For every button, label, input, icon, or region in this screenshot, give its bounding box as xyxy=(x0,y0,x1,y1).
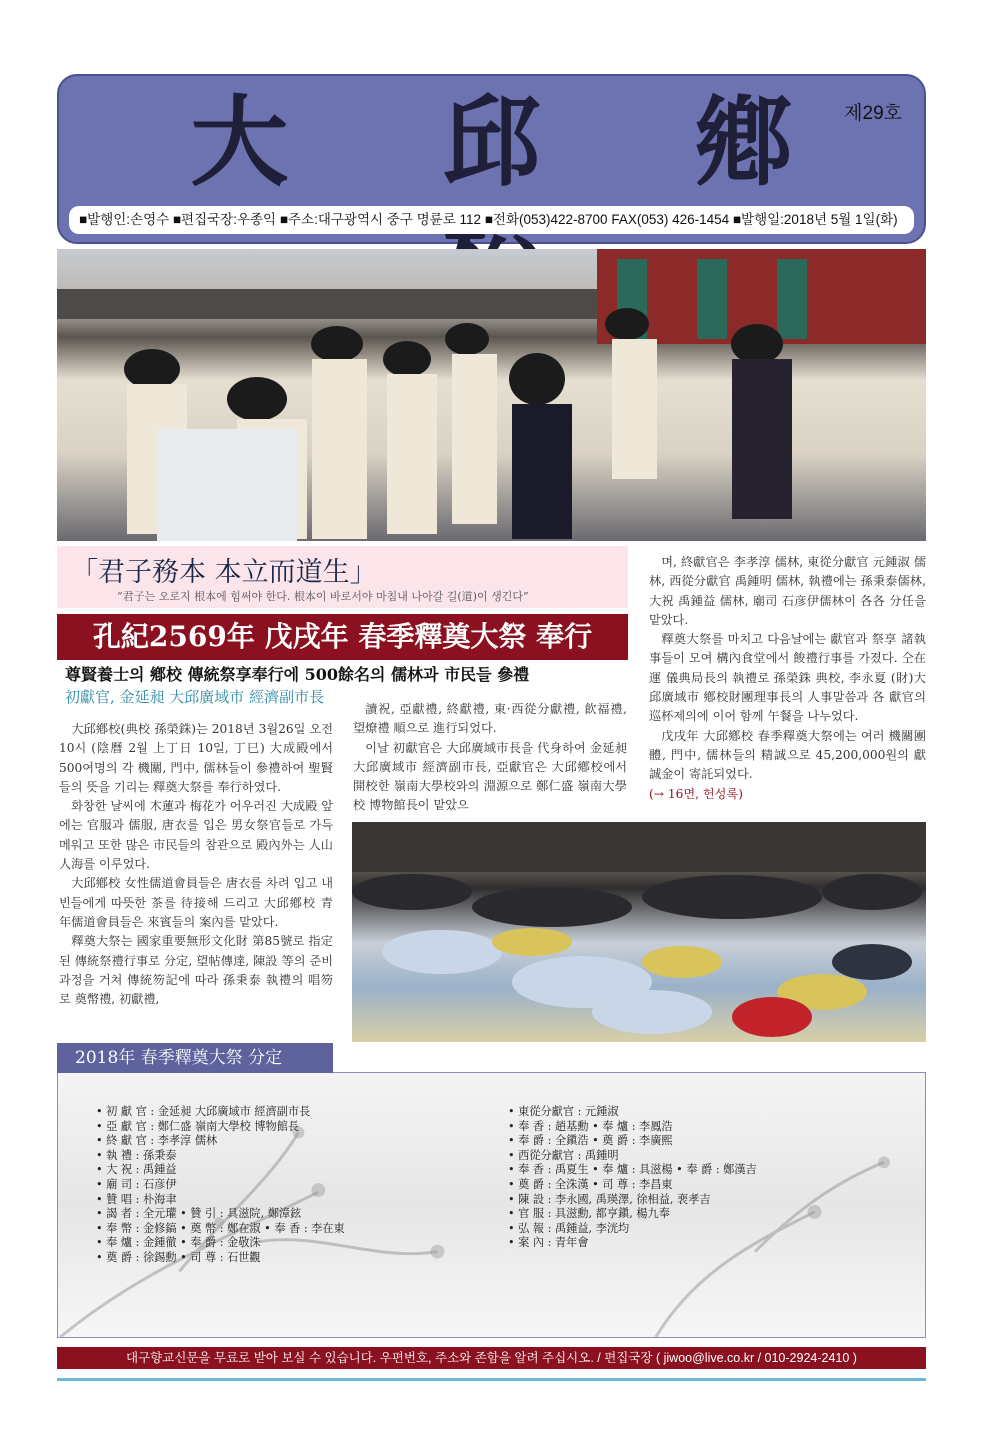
schedule-left-list xyxy=(96,1105,345,1266)
masthead xyxy=(57,74,926,244)
list-item: • 奠 爵 : 全洙漢 • 司 尊 : 李昌東 xyxy=(508,1177,673,1191)
list-item: • 陳 設 : 李永國, 禹瑛澤, 徐相益, 裵孝吉 xyxy=(508,1192,711,1206)
continued-link[interactable]: (→ 16면, 헌성록) xyxy=(649,786,743,801)
subscription-notice: 대구향교신문을 무료로 받아 보실 수 있습니다. 우편번호, 주소와 존함을 알려 주십시오. / 편집국장 ( jiwoo@live.co.kr / 010-2924-2410 ) xyxy=(57,1347,926,1369)
quote-main: 「君子務本 本立而道生」 xyxy=(71,557,377,588)
article-column-1 xyxy=(59,720,333,1009)
list-item: • 奉 爵 : 全鎭浩 • 奠 爵 : 李廣熙 xyxy=(508,1134,673,1148)
paragraph: 大邱鄕校 女性儒道會員들은 唐衣를 차려 입고 내빈들에게 따뜻한 茶를 待接해 드리고 大邱鄕校 青年儒道會員들은 來賓들의 案內를 맡았다. xyxy=(59,876,333,929)
paragraph: 戊戌年 大邱鄕校 春季釋奠大祭에는 여러 機關團體, 門中, 儒林들의 精誠으로 45,200,000원의 獻誠金이 寄託되었다. xyxy=(649,728,926,782)
list-item: • 西從分獻官 : 禹鍾明 xyxy=(508,1148,619,1162)
article-headline: 孔紀2569年 戊戌年 春季釋奠大祭 奉行 xyxy=(57,614,628,660)
schedule-title: 2018年 春季釋奠大祭 分定 xyxy=(57,1043,333,1073)
article-byline: 初獻官, 金延昶 大邱廣域市 經濟副市長 xyxy=(65,688,325,706)
paragraph: 이날 初獻官은 大邱廣域市長을 代身하여 金延昶 大邱廣域市 經濟副市長, 亞獻官은 大邱鄕校에서 開校한 嶺南大學校와의 淵源으로 鄭仁盛 嶺南大學校 博物館長이 맡았으 xyxy=(353,740,627,813)
article-subhead: 尊賢養士의 鄕校 傳統祭享奉行에 500餘名의 儒林과 市民들 參禮 xyxy=(65,665,530,684)
list-item: • 奉 幣 : 金修鎬 • 奠 幣 : 鄭在淑 • 奉 香 : 李在東 xyxy=(96,1221,345,1235)
list-item: • 奉 香 : 趙基勳 • 奉 爐 : 李鳳浩 xyxy=(508,1119,673,1133)
paragraph: 며, 終獻官은 李孝淳 儒林, 東從分獻官 元鍾淑 儒林, 西從分獻官 禹鍾明 儒林, 執禮에는 孫秉泰儒林, 大祝 禹鍾益 儒林, 廟司 石彦伊儒林이 各各 分任을 맡았다. xyxy=(649,555,926,627)
list-item: • 大 祝 : 禹鍾益 xyxy=(96,1163,177,1177)
paragraph: 讀祝, 亞獻禮, 終獻禮, 東·西從分獻禮, 飮福禮, 望燎禮 順으로 進行되었다. xyxy=(353,702,627,736)
paragraph: 釋奠大祭는 國家重要無形文化財 第85號로 指定된 傳統祭禮行事로 分定, 望帖傳達, 陳設 等의 준비 과정을 거쳐 傳統笏記에 따라 孫秉泰 執禮의 唱笏로 奠幣禮, 初獻禮, xyxy=(59,934,333,1007)
list-item: • 奉 爐 : 金鍾徹 • 奉 爵 : 金敬洙 xyxy=(96,1236,261,1250)
list-item: • 官 服 : 具滋勳, 都亨鎭, 楊九奉 xyxy=(508,1207,670,1221)
paragraph: 화창한 날씨에 木蓮과 梅花가 어우러진 大成殿 앞에는 官服과 儒服, 唐衣를 입은 男女祭官들로 가득 메워고 또한 많은 市民들의 참관으로 殿內外는 人山人海를 이루었다. xyxy=(59,799,333,872)
ceremony-procession-photo xyxy=(57,249,926,541)
list-item: • 東從分獻官 : 元鍾淑 xyxy=(508,1105,619,1118)
publication-info: ■발행인:손영수 ■편집국장:우종익 ■주소:대구광역시 중구 명륜로 112 ■전화(053)422-8700 FAX(053) 426-1454 ■발행일:2018년 5월 1일(화) xyxy=(69,206,914,234)
bowing-ceremony-photo xyxy=(352,822,926,1042)
list-item: • 弘 報 : 禹鍾益, 李洸均 xyxy=(508,1221,630,1235)
issue-number: 제29호 xyxy=(844,103,902,124)
list-item: • 贊 唱 : 朴海聿 xyxy=(96,1192,177,1206)
schedule-box xyxy=(57,1072,926,1338)
article-column-2 xyxy=(353,700,627,816)
list-item: • 廟 司 : 石彦伊 xyxy=(96,1177,177,1191)
quote-translation: “君子는 오로지 根本에 힘써야 한다. 根本이 바로서야 마침내 나아갈 길(道)이 생긴다” xyxy=(117,590,529,603)
list-item: • 終 獻 官 : 李孝淳 儒林 xyxy=(96,1134,218,1148)
quote-box xyxy=(57,546,628,608)
list-item: • 奉 香 : 禹夏生 • 奉 爐 : 具滋楊 • 奉 爵 : 鄭漢吉 xyxy=(508,1163,757,1177)
list-item: • 案 內 : 青年會 xyxy=(508,1236,589,1250)
article-column-3 xyxy=(649,553,926,804)
schedule-right-list xyxy=(508,1105,757,1251)
list-item: • 謁 者 : 全元瓘 • 贊 引 : 具滋院, 鄭漳鉉 xyxy=(96,1207,302,1221)
list-item: • 亞 獻 官 : 鄭仁盛 嶺南大學校 博物館長 xyxy=(96,1119,300,1133)
newspaper-title: 大 邱 鄕 xyxy=(190,85,853,200)
paragraph: 大邱鄕校(典校 孫榮銖)는 2018년 3월26일 오전10시 (陰曆 2월 上丁日 10일, 丁巳) 大成殿에서 500여명의 각 機關, 門中, 儒林들이 參禮하여 聖賢들의 뜻을 기리는 釋奠大祭를 奉行하였다. xyxy=(59,722,333,794)
paragraph: 釋奠大祭를 마치고 다음날에는 獻官과 祭享 諸執事들이 모여 構內食堂에서 餕禮行事를 가졌다. 仝在運 儀典局長의 執禮로 孫榮銖 典校, 李永夏 (財)大邱廣域市 鄕校財團理事長의 人事말씀과 各 獻官의 巡杯제의에 이어 함께 午餐을 나누었다. xyxy=(649,632,926,724)
footer-divider xyxy=(57,1378,926,1381)
list-item: • 初 獻 官 : 金延昶 大邱廣域市 經濟副市長 xyxy=(96,1105,311,1118)
list-item: • 執 禮 : 孫秉泰 xyxy=(96,1148,177,1162)
list-item: • 奠 爵 : 徐錫勳 • 司 尊 : 石世觀 xyxy=(96,1250,261,1264)
